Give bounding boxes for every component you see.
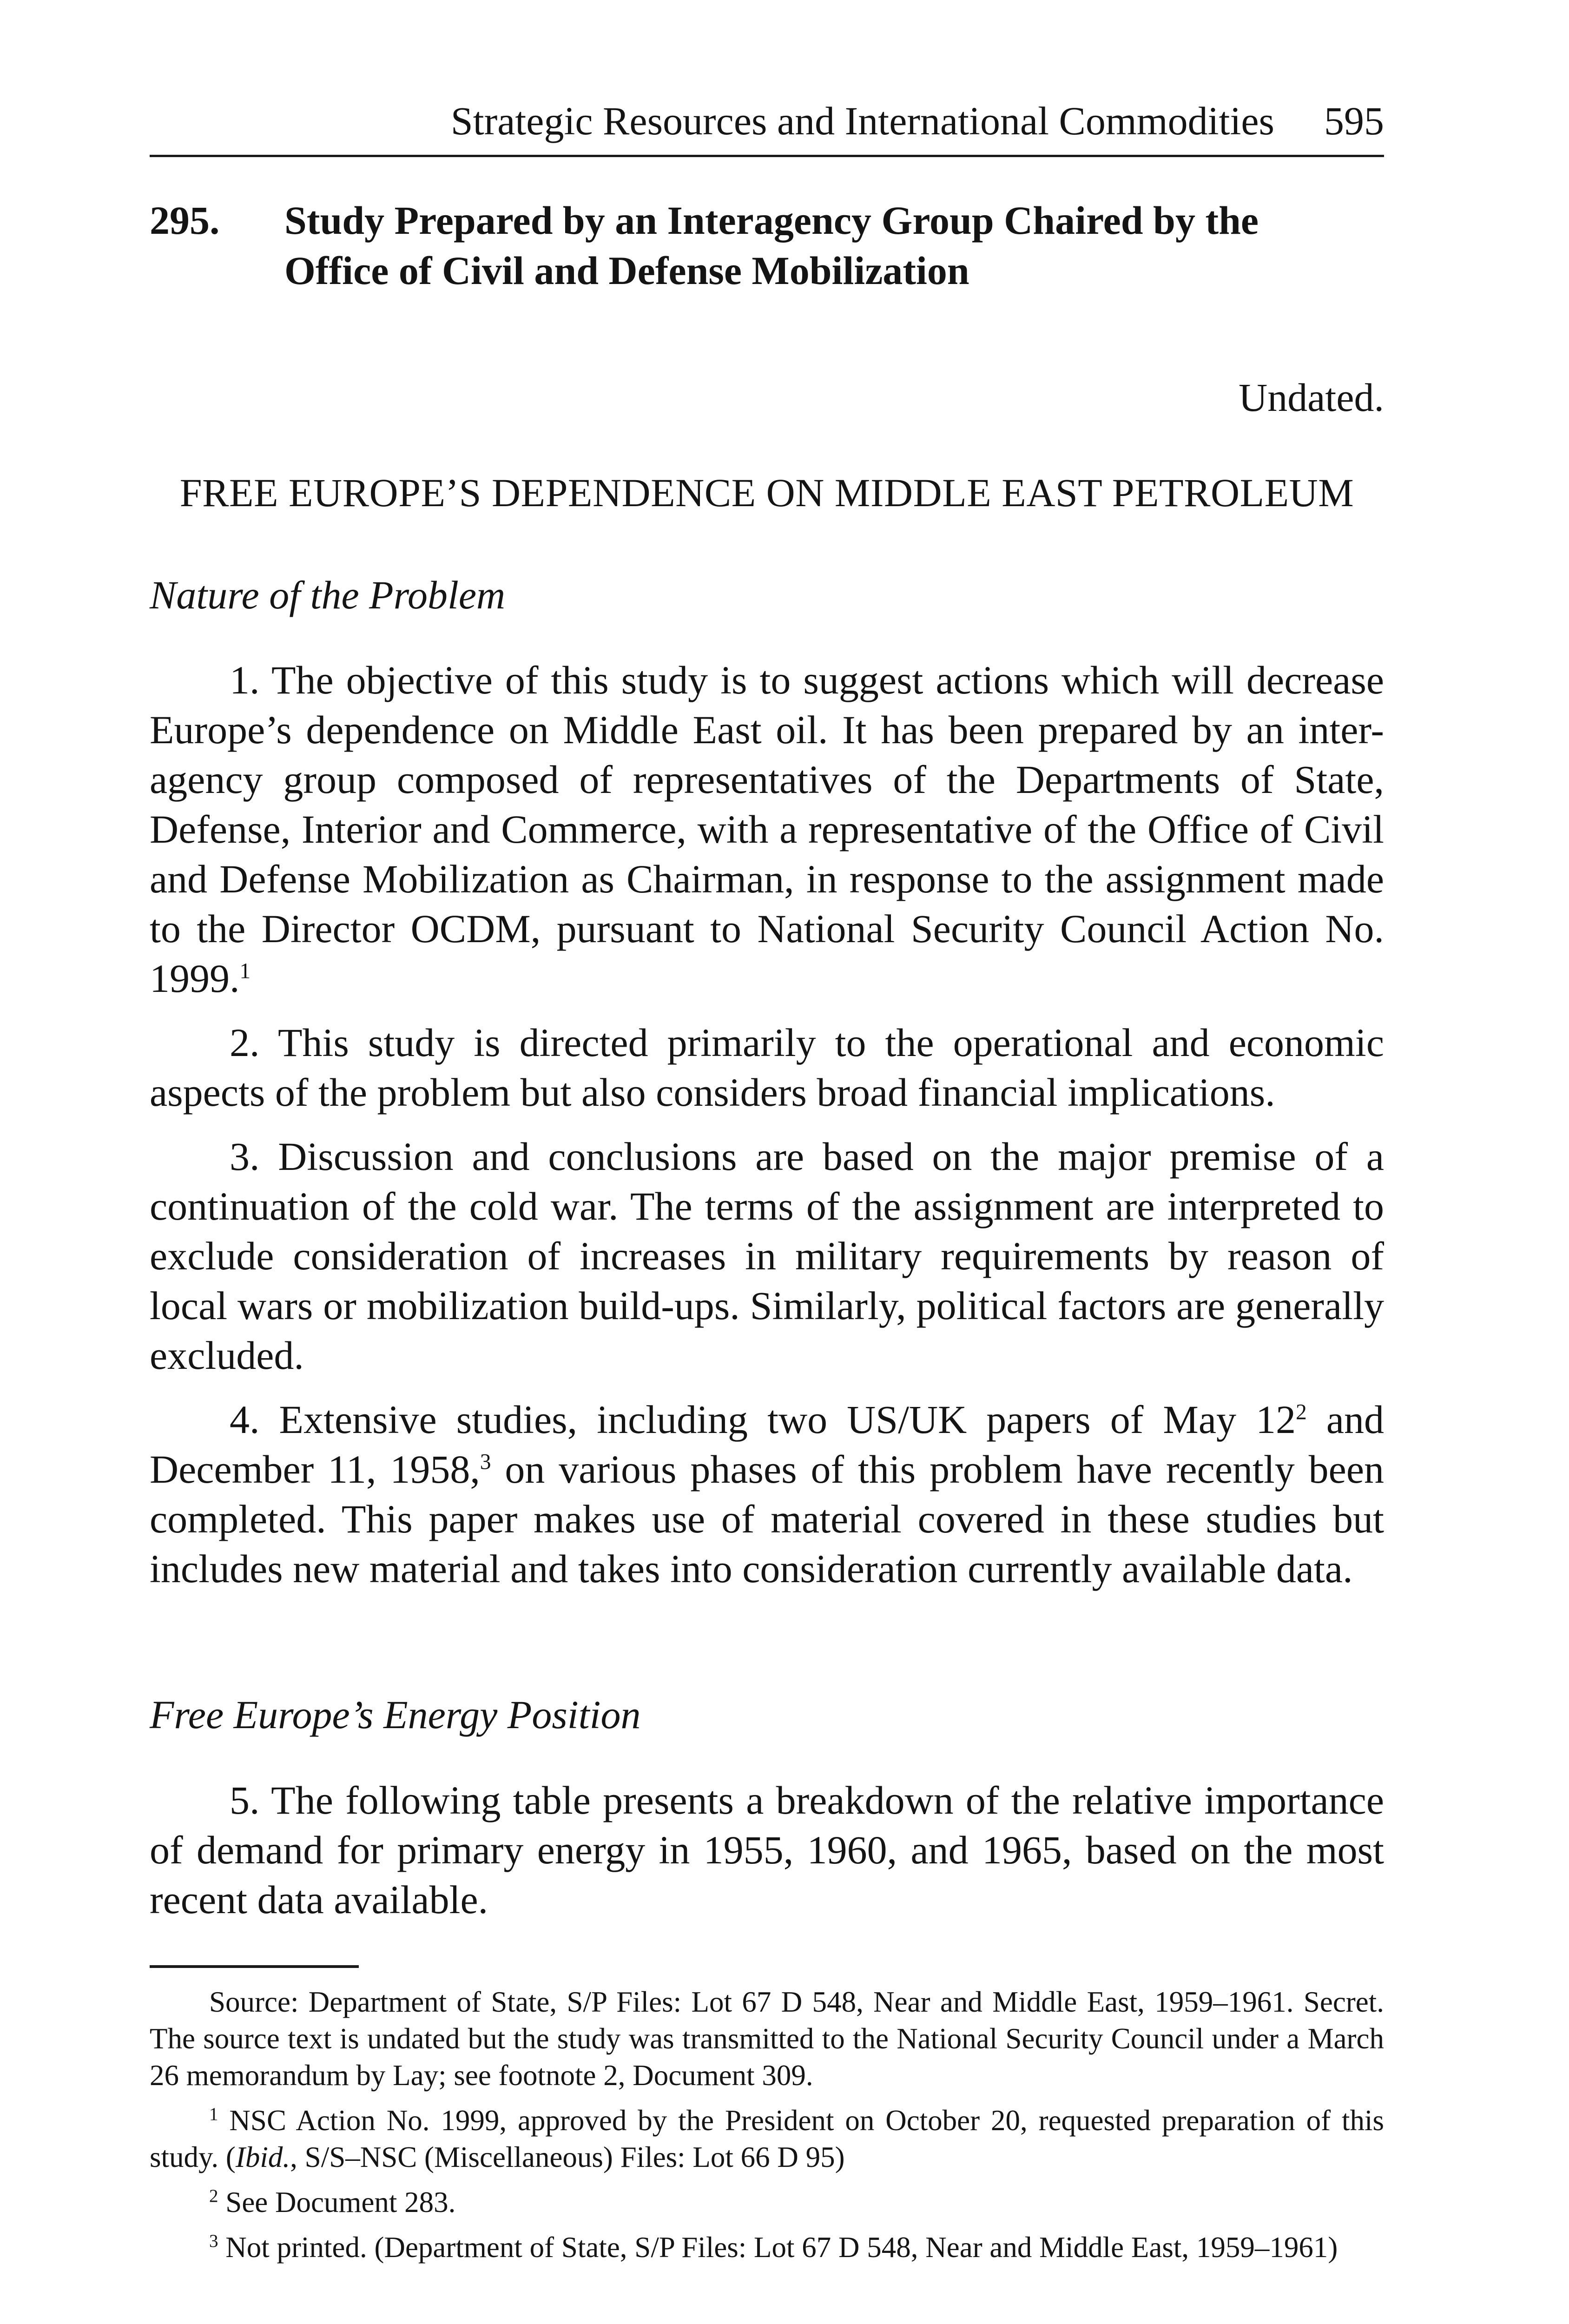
footnote-1-text-b: , S/S–NSC (Miscellaneous) Files: Lot 66 D 95) bbox=[290, 2141, 845, 2173]
footnote-3-text: Not printed. (Department of State, S/P Files: Lot 67 D 548, Near and Middle East, 1959–1961) bbox=[218, 2231, 1338, 2264]
paragraph-4-text-c: on various phases of this problem have recently been completed. This paper makes use of material covered in these studies but includes new material and takes into consideration currently available data. bbox=[150, 1447, 1384, 1591]
paragraph-4-text-b: and December 11, 1958, bbox=[150, 1397, 1384, 1492]
footnote-divider bbox=[150, 1965, 359, 1968]
paragraph-2: 2. This study is directed primarily to the operational and economic aspects of the problem but also considers broad financial implications. bbox=[150, 1020, 1384, 1115]
footnote-3 bbox=[150, 2229, 1384, 2266]
footnote-1 bbox=[150, 2102, 1384, 2176]
section-heading-energy: Free Europe’s Energy Position bbox=[150, 1692, 641, 1737]
footnote-1-text-a: NSC Action No. 1999, approved by the President on October 20, requested preparation of this study. ( bbox=[150, 2104, 1384, 2173]
footnote-ref-1: 1 bbox=[239, 959, 251, 984]
footnote-3-mark: 3 bbox=[209, 2231, 218, 2251]
page-number: 595 bbox=[1324, 99, 1384, 143]
body-text-block-2 bbox=[150, 1776, 1384, 1939]
paragraph-1-text: 1. The objective of this study is to suggest actions which will decrease Europe’s dependence on Middle East oil. It has been prepared by an inter-agency group composed of representatives of the Departments of State, Defense, Interior and Commerce, with a representative of the Office of Civil and Defense Mobilization as Chairman, in response to the assignment made to the Director OCDM, pursuant to National Security Council Action No. 1999. bbox=[150, 658, 1384, 1001]
document-title-line-2: Office of Civil and Defense Mobilization bbox=[284, 248, 969, 293]
footnote-ref-3: 3 bbox=[480, 1450, 491, 1474]
running-title: Strategic Resources and International Commodities bbox=[450, 99, 1274, 143]
footnote-1-ibid: Ibid. bbox=[235, 2141, 290, 2173]
document-title bbox=[284, 195, 1384, 296]
document-title-line-1: Study Prepared by an Interagency Group Chaired by the bbox=[284, 198, 1259, 243]
main-title: FREE EUROPE’S DEPENDENCE ON MIDDLE EAST PETROLEUM bbox=[179, 470, 1354, 515]
footnote-source: Source: Department of State, S/P Files: Lot 67 D 548, Near and Middle East, 1959–1961. Secret. The source text is undated but the study was transmitted to the National Security Council under a March 26 memorandum by Lay; see footnote 2, Document 309. bbox=[150, 1986, 1384, 2092]
footnote-2 bbox=[150, 2184, 1384, 2221]
document-date: Undated. bbox=[1239, 375, 1384, 420]
paragraph-4-text-a: 4. Extensive studies, including two US/UK papers of May 12 bbox=[230, 1397, 1296, 1442]
section-heading-nature: Nature of the Problem bbox=[150, 573, 506, 617]
footnote-2-text: See Document 283. bbox=[218, 2186, 456, 2218]
paragraph-4 bbox=[150, 1395, 1384, 1594]
running-header bbox=[150, 95, 1384, 157]
paragraph-5: 5. The following table presents a breakdown of the relative importance of demand for primary energy in 1955, 1960, and 1965, based on the most recent data available. bbox=[150, 1778, 1384, 1922]
body-text-block-1 bbox=[150, 655, 1384, 1608]
paragraph-3: 3. Discussion and conclusions are based on the major premise of a continuation of the cold war. The terms of the assignment are interpreted to exclude consideration of increases in military requirements by reason of local wars or mobilization build-ups. Similarly, political factors are generally excluded. bbox=[150, 1134, 1384, 1378]
footnote-1-mark: 1 bbox=[209, 2104, 218, 2124]
footnotes bbox=[150, 1984, 1384, 2274]
paragraph-1 bbox=[150, 655, 1384, 1004]
document-number: 295. bbox=[150, 198, 220, 243]
footnote-ref-2: 2 bbox=[1296, 1400, 1307, 1425]
footnote-2-mark: 2 bbox=[209, 2186, 218, 2206]
